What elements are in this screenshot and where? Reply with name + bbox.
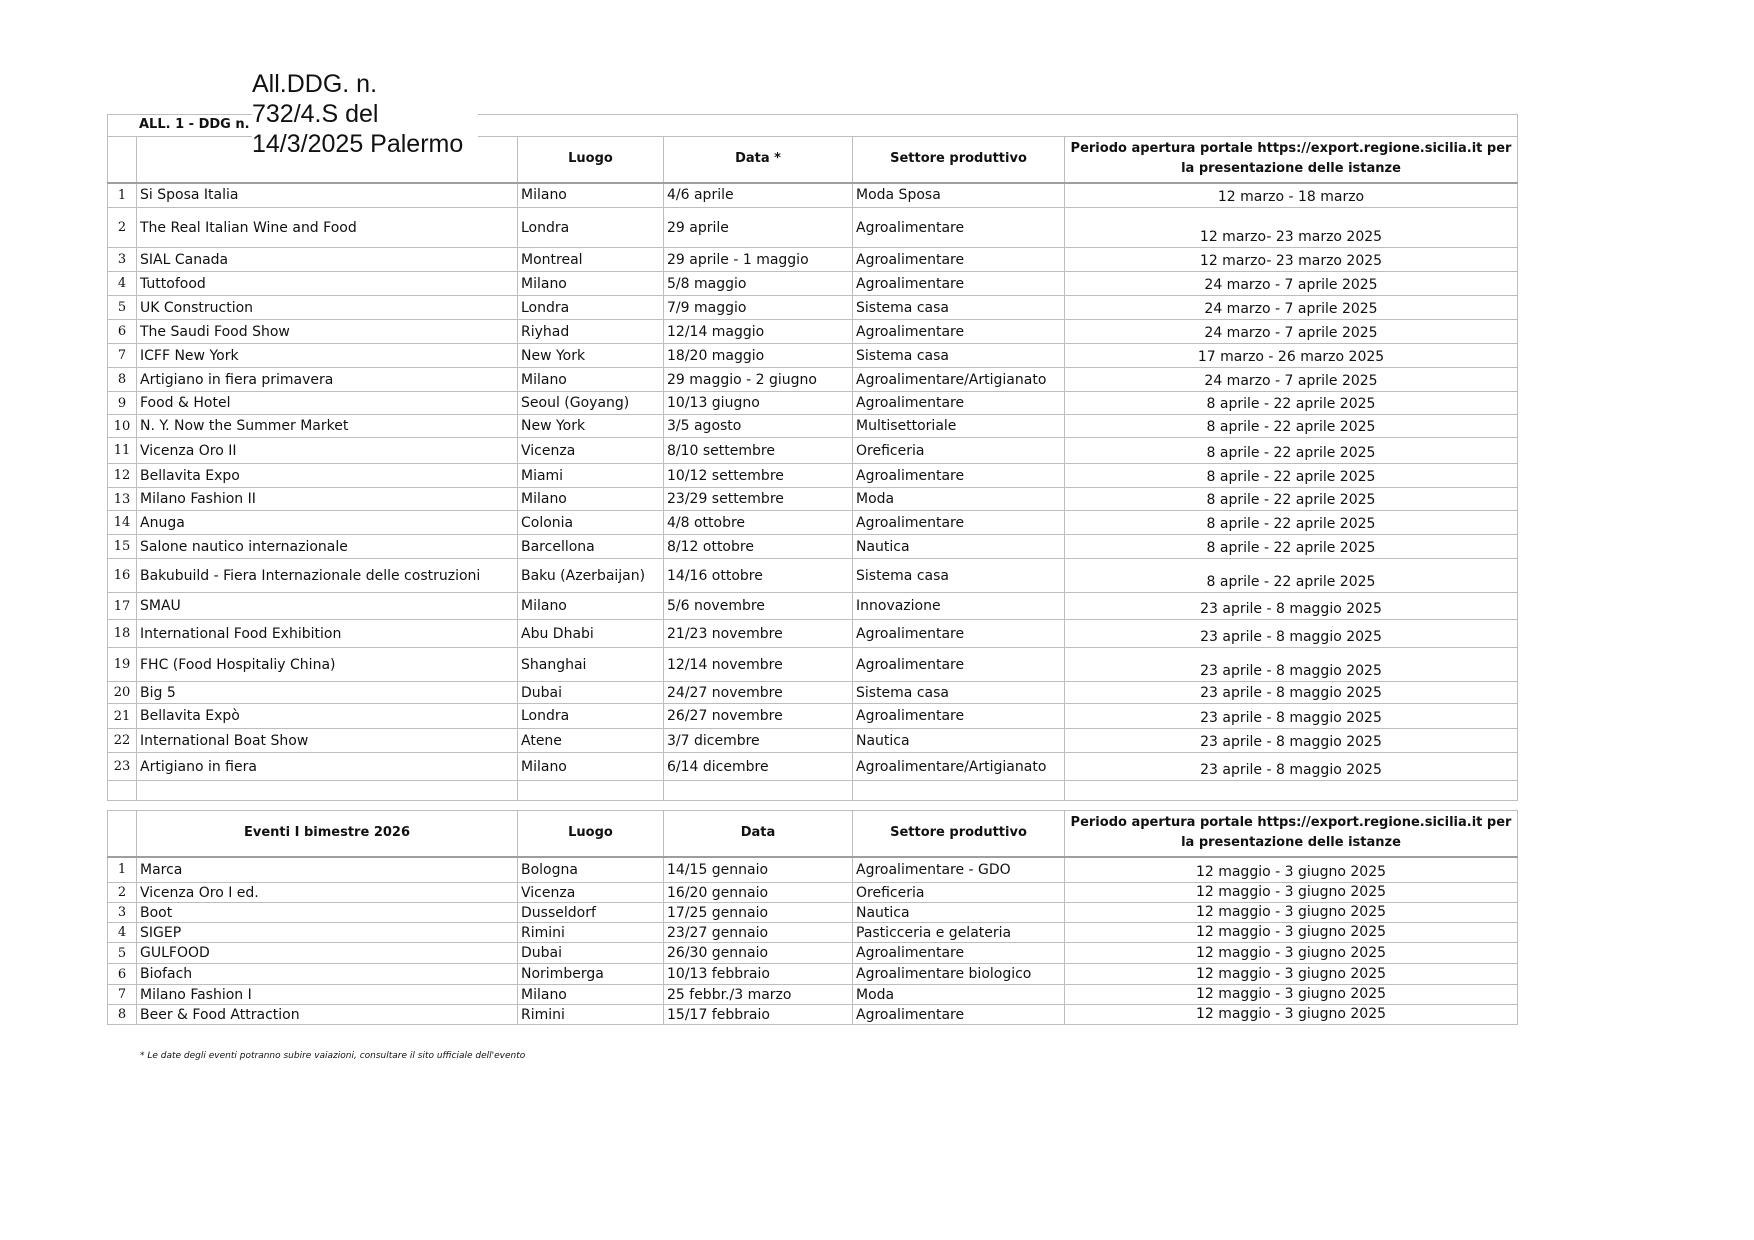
cell-evento: Artigiano in fiera xyxy=(137,753,518,781)
cell-settore: Oreficeria xyxy=(853,883,1065,903)
table-row xyxy=(108,368,1518,392)
cell-evento: SMAU xyxy=(137,593,518,620)
cell-luogo: Abu Dhabi xyxy=(518,620,664,648)
cell-evento: Milano Fashion II xyxy=(137,488,518,511)
cell-settore: Agroalimentare xyxy=(853,943,1065,964)
cell-data: 26/30 gennaio xyxy=(664,943,853,964)
cell-settore: Nautica xyxy=(853,535,1065,559)
cell-evento: Bellavita Expò xyxy=(137,704,518,729)
table-row xyxy=(108,296,1518,320)
cell-data: 18/20 maggio xyxy=(664,344,853,368)
cell-n: 15 xyxy=(108,535,137,559)
cell-n: 5 xyxy=(108,296,137,320)
cell-data: 26/27 novembre xyxy=(664,704,853,729)
cell-evento: Anuga xyxy=(137,511,518,535)
header-periodo: Periodo apertura portale https://export.regione.sicilia.it per la presentazione delle istanze xyxy=(1065,137,1518,183)
table-row xyxy=(108,923,1518,943)
cell-evento: Food & Hotel xyxy=(137,392,518,415)
table-row xyxy=(108,620,1518,648)
cell-settore: Moda xyxy=(853,488,1065,511)
cell-settore: Sistema casa xyxy=(853,682,1065,704)
cell-periodo: 8 aprile - 22 aprile 2025 xyxy=(1065,488,1518,511)
cell-settore: Agroalimentare xyxy=(853,208,1065,248)
cell-n: 16 xyxy=(108,559,137,593)
table-row xyxy=(108,593,1518,620)
table-row xyxy=(108,903,1518,923)
cell-periodo: 12 maggio - 3 giugno 2025 xyxy=(1065,943,1518,964)
cell-luogo: Vicenza xyxy=(518,438,664,464)
cell-periodo: 8 aprile - 22 aprile 2025 xyxy=(1065,535,1518,559)
cell-data: 12/14 novembre xyxy=(664,648,853,682)
cell-data: 8/10 settembre xyxy=(664,438,853,464)
cell-settore: Agroalimentare xyxy=(853,620,1065,648)
table-row xyxy=(108,1005,1518,1025)
cell-evento: Milano Fashion I xyxy=(137,985,518,1005)
cell-evento: Big 5 xyxy=(137,682,518,704)
cell-luogo: Dubai xyxy=(518,943,664,964)
events-2025-table xyxy=(107,114,1518,801)
cell-periodo: 12 maggio - 3 giugno 2025 xyxy=(1065,857,1518,883)
cell-settore: Agroalimentare/Artigianato xyxy=(853,368,1065,392)
cell-settore: Agroalimentare xyxy=(853,1005,1065,1025)
cell-periodo: 17 marzo - 26 marzo 2025 xyxy=(1065,344,1518,368)
table-row xyxy=(108,320,1518,344)
table-row xyxy=(108,648,1518,682)
cell-settore: Agroalimentare xyxy=(853,464,1065,488)
cell-data: 5/6 novembre xyxy=(664,593,853,620)
cell-data: 14/15 gennaio xyxy=(664,857,853,883)
header-luogo: Luogo xyxy=(518,811,664,857)
table-row xyxy=(108,511,1518,535)
cell-settore: Agroalimentare biologico xyxy=(853,964,1065,985)
table-row xyxy=(108,344,1518,368)
cell-settore: Moda xyxy=(853,985,1065,1005)
stamp-line-1: All.DDG. n. xyxy=(252,70,378,98)
table-row xyxy=(108,857,1518,883)
cell-settore: Moda Sposa xyxy=(853,183,1065,208)
table-row xyxy=(108,488,1518,511)
cell-evento: SIGEP xyxy=(137,923,518,943)
cell-n: 9 xyxy=(108,392,137,415)
cell-settore: Sistema casa xyxy=(853,296,1065,320)
cell-luogo: Londra xyxy=(518,208,664,248)
cell-periodo: 12 maggio - 3 giugno 2025 xyxy=(1065,883,1518,903)
table-row xyxy=(108,559,1518,593)
cell-luogo: Milano xyxy=(518,985,664,1005)
cell-settore: Innovazione xyxy=(853,593,1065,620)
cell-data: 24/27 novembre xyxy=(664,682,853,704)
cell-evento: Boot xyxy=(137,903,518,923)
cell-data: 6/14 dicembre xyxy=(664,753,853,781)
cell-luogo: Milano xyxy=(518,593,664,620)
cell-settore: Agroalimentare xyxy=(853,320,1065,344)
table-row xyxy=(108,392,1518,415)
header-settore: Settore produttivo xyxy=(853,811,1065,857)
cell-settore: Pasticceria e gelateria xyxy=(853,923,1065,943)
cell-luogo: Seoul (Goyang) xyxy=(518,392,664,415)
cell-n: 1 xyxy=(108,183,137,208)
table-row xyxy=(108,535,1518,559)
header-row xyxy=(108,811,1518,857)
cell-evento: SIAL Canada xyxy=(137,248,518,272)
header-luogo: Luogo xyxy=(518,137,664,183)
cell-settore: Agroalimentare xyxy=(853,511,1065,535)
cell-n: 4 xyxy=(108,272,137,296)
table-row xyxy=(108,272,1518,296)
cell-settore: Multisettoriale xyxy=(853,415,1065,438)
cell-periodo: 23 aprile - 8 maggio 2025 xyxy=(1065,620,1518,648)
table-row xyxy=(108,704,1518,729)
cell-data: 16/20 gennaio xyxy=(664,883,853,903)
cell-periodo: 12 maggio - 3 giugno 2025 xyxy=(1065,903,1518,923)
cell-luogo: Londra xyxy=(518,296,664,320)
cell-n: 11 xyxy=(108,438,137,464)
cell-periodo: 23 aprile - 8 maggio 2025 xyxy=(1065,648,1518,682)
table-row xyxy=(108,248,1518,272)
cell-data: 10/12 settembre xyxy=(664,464,853,488)
cell-n: 19 xyxy=(108,648,137,682)
cell-data: 12/14 maggio xyxy=(664,320,853,344)
cell-data: 25 febbr./3 marzo xyxy=(664,985,853,1005)
cell-n: 23 xyxy=(108,753,137,781)
cell-n: 2 xyxy=(108,208,137,248)
cell-luogo: Norimberga xyxy=(518,964,664,985)
cell-n: 3 xyxy=(108,903,137,923)
cell-data: 29 aprile xyxy=(664,208,853,248)
cell-periodo: 24 marzo - 7 aprile 2025 xyxy=(1065,296,1518,320)
cell-settore: Oreficeria xyxy=(853,438,1065,464)
cell-data: 5/8 maggio xyxy=(664,272,853,296)
cell-luogo: Riyhad xyxy=(518,320,664,344)
cell-n: 8 xyxy=(108,1005,137,1025)
cell-settore: Agroalimentare xyxy=(853,648,1065,682)
cell-n: 3 xyxy=(108,248,137,272)
cell-n: 13 xyxy=(108,488,137,511)
cell-evento: UK Construction xyxy=(137,296,518,320)
cell-data: 8/12 ottobre xyxy=(664,535,853,559)
cell-evento: Vicenza Oro I ed. xyxy=(137,883,518,903)
cell-periodo: 23 aprile - 8 maggio 2025 xyxy=(1065,593,1518,620)
cell-periodo: 8 aprile - 22 aprile 2025 xyxy=(1065,438,1518,464)
cell-n: 7 xyxy=(108,985,137,1005)
cell-settore: Agroalimentare xyxy=(853,704,1065,729)
cell-evento: Bakubuild - Fiera Internazionale delle costruzioni xyxy=(137,559,518,593)
cell-periodo: 8 aprile - 22 aprile 2025 xyxy=(1065,464,1518,488)
cell-data: 4/8 ottobre xyxy=(664,511,853,535)
cell-n: 1 xyxy=(108,857,137,883)
cell-n: 2 xyxy=(108,883,137,903)
cell-data: 29 aprile - 1 maggio xyxy=(664,248,853,272)
cell-luogo: New York xyxy=(518,415,664,438)
table-row xyxy=(108,183,1518,208)
cell-luogo: Rimini xyxy=(518,1005,664,1025)
empty-row xyxy=(108,781,1518,801)
cell-settore: Sistema casa xyxy=(853,559,1065,593)
cell-evento: Vicenza Oro II xyxy=(137,438,518,464)
cell-n: 7 xyxy=(108,344,137,368)
table-row xyxy=(108,415,1518,438)
cell-n: 18 xyxy=(108,620,137,648)
cell-periodo: 12 marzo - 18 marzo xyxy=(1065,183,1518,208)
table-row xyxy=(108,883,1518,903)
cell-luogo: Rimini xyxy=(518,923,664,943)
stamp-line-2: 732/4.S del xyxy=(252,100,379,128)
cell-settore: Agroalimentare/Artigianato xyxy=(853,753,1065,781)
cell-n: 20 xyxy=(108,682,137,704)
cell-n: 8 xyxy=(108,368,137,392)
cell-luogo: Milano xyxy=(518,183,664,208)
cell-evento: Artigiano in fiera primavera xyxy=(137,368,518,392)
cell-periodo: 8 aprile - 22 aprile 2025 xyxy=(1065,415,1518,438)
table-row xyxy=(108,208,1518,248)
cell-data: 21/23 novembre xyxy=(664,620,853,648)
cell-evento: International Food Exhibition xyxy=(137,620,518,648)
cell-n: 5 xyxy=(108,943,137,964)
header-data: Data * xyxy=(664,137,853,183)
cell-data: 3/7 dicembre xyxy=(664,729,853,753)
cell-evento: GULFOOD xyxy=(137,943,518,964)
header-settore: Settore produttivo xyxy=(853,137,1065,183)
cell-data: 23/29 settembre xyxy=(664,488,853,511)
cell-periodo: 8 aprile - 22 aprile 2025 xyxy=(1065,559,1518,593)
cell-evento: ICFF New York xyxy=(137,344,518,368)
cell-n: 17 xyxy=(108,593,137,620)
cell-periodo: 24 marzo - 7 aprile 2025 xyxy=(1065,272,1518,296)
cell-data: 7/9 maggio xyxy=(664,296,853,320)
header-periodo: Periodo apertura portale https://export.regione.sicilia.it per la presentazione delle istanze xyxy=(1065,811,1518,857)
cell-data: 17/25 gennaio xyxy=(664,903,853,923)
cell-evento: FHC (Food Hospitaliy China) xyxy=(137,648,518,682)
cell-luogo: Milano xyxy=(518,272,664,296)
cell-periodo: 23 aprile - 8 maggio 2025 xyxy=(1065,682,1518,704)
cell-luogo: New York xyxy=(518,344,664,368)
cell-n: 14 xyxy=(108,511,137,535)
cell-evento: Bellavita Expo xyxy=(137,464,518,488)
cell-periodo: 12 maggio - 3 giugno 2025 xyxy=(1065,923,1518,943)
table-row xyxy=(108,682,1518,704)
cell-settore: Sistema casa xyxy=(853,344,1065,368)
cell-evento: Beer & Food Attraction xyxy=(137,1005,518,1025)
table-row xyxy=(108,438,1518,464)
cell-n: 6 xyxy=(108,964,137,985)
cell-luogo: Miami xyxy=(518,464,664,488)
cell-luogo: Barcellona xyxy=(518,535,664,559)
cell-periodo: 12 maggio - 3 giugno 2025 xyxy=(1065,985,1518,1005)
cell-periodo: 12 maggio - 3 giugno 2025 xyxy=(1065,964,1518,985)
cell-data: 23/27 gennaio xyxy=(664,923,853,943)
cell-luogo: Milano xyxy=(518,753,664,781)
cell-evento: Salone nautico internazionale xyxy=(137,535,518,559)
cell-evento: The Real Italian Wine and Food xyxy=(137,208,518,248)
cell-periodo: 12 marzo- 23 marzo 2025 xyxy=(1065,248,1518,272)
cell-n: 6 xyxy=(108,320,137,344)
cell-luogo: Vicenza xyxy=(518,883,664,903)
footnote: * Le date degli eventi potranno subire vaiazioni, consultare il sito ufficiale dell'evento xyxy=(140,1051,526,1061)
cell-periodo: 24 marzo - 7 aprile 2025 xyxy=(1065,320,1518,344)
cell-settore: Agroalimentare - GDO xyxy=(853,857,1065,883)
table-row xyxy=(108,753,1518,781)
cell-data: 29 maggio - 2 giugno xyxy=(664,368,853,392)
cell-luogo: Colonia xyxy=(518,511,664,535)
cell-settore: Agroalimentare xyxy=(853,272,1065,296)
cell-data: 10/13 febbraio xyxy=(664,964,853,985)
cell-periodo: 23 aprile - 8 maggio 2025 xyxy=(1065,753,1518,781)
cell-luogo: Dusseldorf xyxy=(518,903,664,923)
cell-luogo: Milano xyxy=(518,368,664,392)
cell-evento: N. Y. Now the Summer Market xyxy=(137,415,518,438)
cell-periodo: 12 marzo- 23 marzo 2025 xyxy=(1065,208,1518,248)
cell-evento: Biofach xyxy=(137,964,518,985)
cell-periodo: 8 aprile - 22 aprile 2025 xyxy=(1065,511,1518,535)
cell-luogo: Londra xyxy=(518,704,664,729)
cell-settore: Nautica xyxy=(853,903,1065,923)
cell-evento: The Saudi Food Show xyxy=(137,320,518,344)
events-2026-table xyxy=(107,810,1518,1025)
cell-evento: Marca xyxy=(137,857,518,883)
cell-data: 3/5 agosto xyxy=(664,415,853,438)
cell-n: 12 xyxy=(108,464,137,488)
cell-luogo: Atene xyxy=(518,729,664,753)
cell-luogo: Shanghai xyxy=(518,648,664,682)
table-row xyxy=(108,964,1518,985)
cell-luogo: Milano xyxy=(518,488,664,511)
header-num xyxy=(108,811,137,857)
cell-settore: Nautica xyxy=(853,729,1065,753)
cell-n: 4 xyxy=(108,923,137,943)
cell-luogo: Baku (Azerbaijan) xyxy=(518,559,664,593)
header-data: Data xyxy=(664,811,853,857)
cell-evento: International Boat Show xyxy=(137,729,518,753)
cell-luogo: Bologna xyxy=(518,857,664,883)
cell-evento: Si Sposa Italia xyxy=(137,183,518,208)
table-row xyxy=(108,464,1518,488)
cell-luogo: Dubai xyxy=(518,682,664,704)
cell-n: 22 xyxy=(108,729,137,753)
cell-data: 10/13 giugno xyxy=(664,392,853,415)
cell-periodo: 12 maggio - 3 giugno 2025 xyxy=(1065,1005,1518,1025)
attachment-label: ALL. 1 - DDG n. xyxy=(139,117,250,132)
cell-settore: Agroalimentare xyxy=(853,392,1065,415)
cell-luogo: Montreal xyxy=(518,248,664,272)
table-row xyxy=(108,729,1518,753)
cell-periodo: 24 marzo - 7 aprile 2025 xyxy=(1065,368,1518,392)
cell-data: 14/16 ottobre xyxy=(664,559,853,593)
cell-n: 21 xyxy=(108,704,137,729)
header-num xyxy=(108,137,137,183)
cell-periodo: 23 aprile - 8 maggio 2025 xyxy=(1065,704,1518,729)
table-row xyxy=(108,985,1518,1005)
cell-settore: Agroalimentare xyxy=(853,248,1065,272)
cell-data: 4/6 aprile xyxy=(664,183,853,208)
table-row xyxy=(108,943,1518,964)
stamp-line-3: 14/3/2025 Palermo xyxy=(252,130,464,158)
cell-periodo: 8 aprile - 22 aprile 2025 xyxy=(1065,392,1518,415)
cell-evento: Tuttofood xyxy=(137,272,518,296)
cell-data: 15/17 febbraio xyxy=(664,1005,853,1025)
cell-n: 10 xyxy=(108,415,137,438)
cell-periodo: 23 aprile - 8 maggio 2025 xyxy=(1065,729,1518,753)
protocol-stamp xyxy=(252,69,478,159)
header-evento: Eventi I bimestre 2026 xyxy=(137,811,518,857)
